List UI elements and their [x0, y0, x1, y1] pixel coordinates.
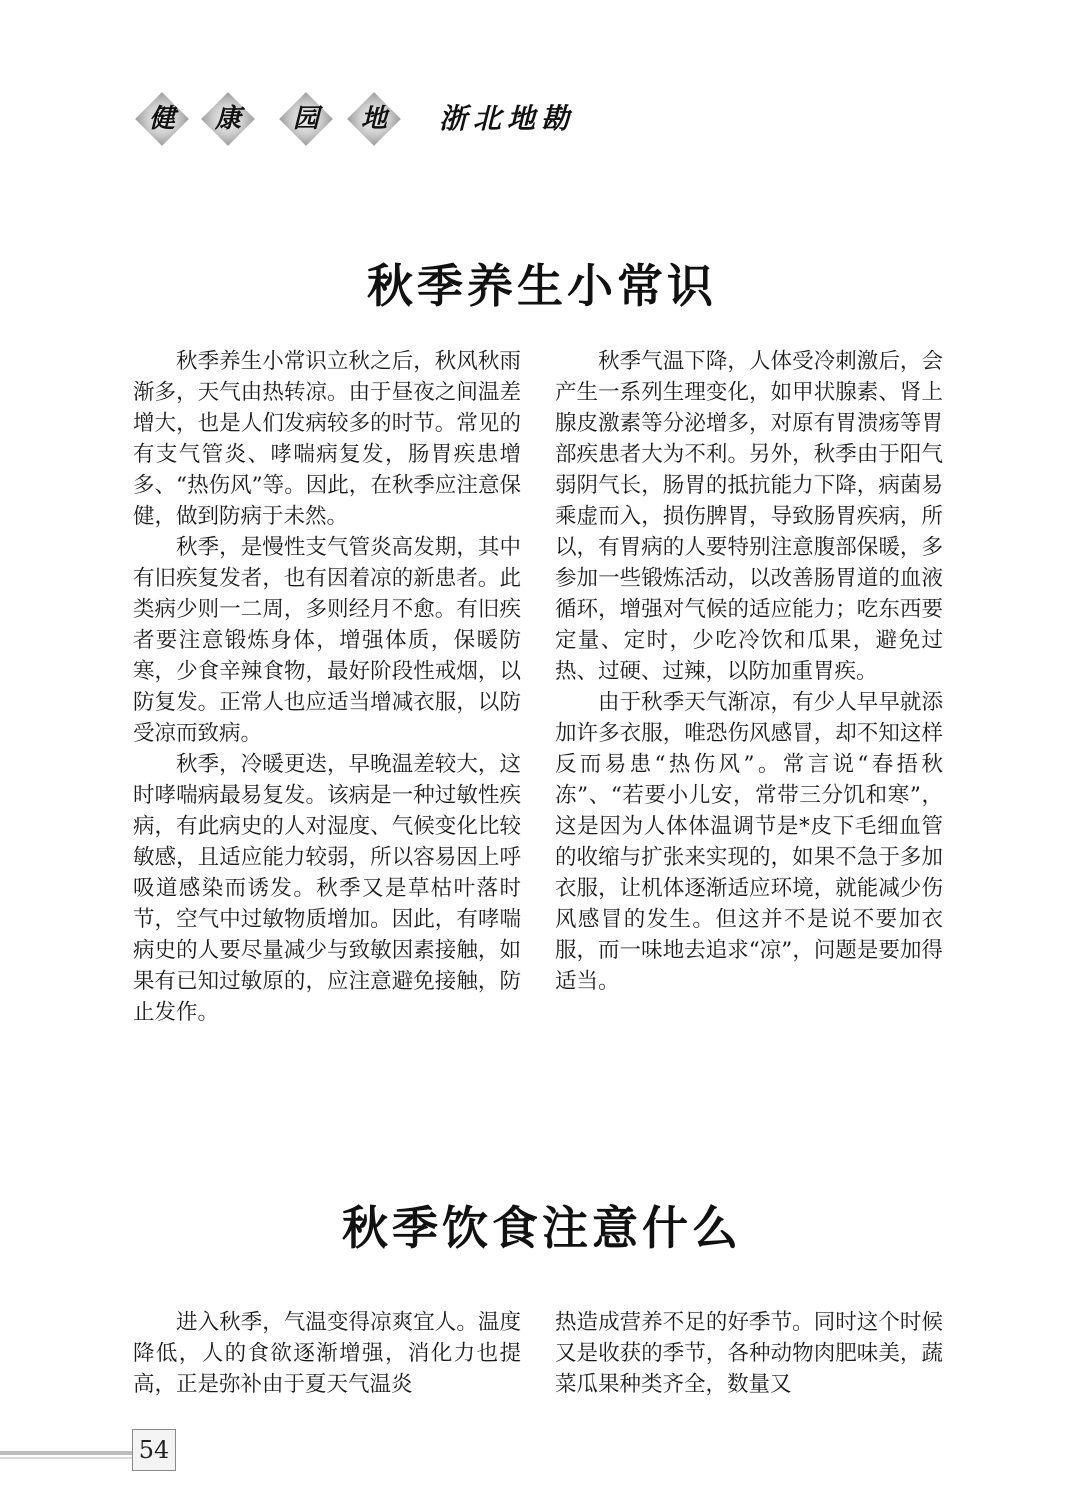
article-column-right [555, 346, 943, 997]
header-char: 园 [292, 104, 319, 134]
paragraph: 秋季气温下降，人体受冷刺激后，会产生一系列生理变化，如甲状腺素、肾上腺皮激素等分泌增多，对原有胃溃疡等胃部疾患者大为不利。另外，秋季由于阳气弱阴气长，肠胃的抵抗能力下降，病菌易乘虚而入，损伤脾胃，导致肠胃疾病，所以，有胃病的人要特别注意腹部保暖，多参加一些锻炼活动，以改善肠胃道的血液循环，增强对气候的适应能力；吃东西要定量、定时，少吃冷饮和瓜果，避免过热、过硬、过辣，以防加重胃疾。 [555, 349, 943, 684]
header-tile [201, 92, 255, 146]
article-title: 秋季养生小常识 [367, 259, 717, 313]
page-number: 54 [132, 1429, 176, 1471]
article-column-left [133, 1307, 521, 1400]
header-tile [279, 92, 333, 146]
header-tile [135, 92, 189, 146]
paragraph: 秋季，冷暖更迭，早晚温差较大，这时哮喘病最易复发。该病是一种过敏性疾病，有此病史的人对湿度、气候变化比较敏感，且适应能力较弱，所以容易因上呼吸道感染而诱发。秋季又是草枯叶落时节，空气中过敏物质增加。因此，有哮喘病史的人要尽量减少与致敏因素接触，如果有已知过敏原的，应注意避免接触，防止发作。 [133, 752, 521, 1025]
paragraph: 由于秋季天气渐凉，有少人早早就添加许多衣服，唯恐伤风感冒，却不知这样反而易患“热伤风”。常言说“春捂秋冻”、“若要小儿安，常带三分饥和寒”，这是因为人体体温调节是*皮下毛细血管的收缩与扩张来实现的，如果不急于多加衣服，让机体逐渐适应环境，就能减少伤风感冒的发生。但这并不是说不要加衣服，而一味地去追求“凉”，问题是要加得适当。 [555, 690, 943, 994]
article-column-right [555, 1307, 943, 1400]
header-char: 康 [214, 104, 241, 134]
header-char: 地 [360, 104, 387, 134]
header-char: 健 [148, 104, 175, 134]
paragraph: 热造成营养不足的好季节。同时这个时候又是收获的季节，各种动物肉肥味美，蔬菜瓜果种类齐全，数量又 [555, 1310, 943, 1397]
article-title: 秋季饮食注意什么 [342, 1201, 742, 1255]
paragraph: 秋季，是慢性支气管炎高发期，其中有旧疾复发者，也有因着凉的新患者。此类病少则一二周，多则经月不愈。有旧疾者要注意锻炼身体，增强体质，保暖防寒，少食辛辣食物，最好阶段性戒烟，以防复发。正常人也应适当增减衣服，以防受凉而致病。 [133, 535, 521, 746]
paragraph: 秋季养生小常识立秋之后，秋风秋雨渐多，天气由热转凉。由于昼夜之间温差增大，也是人们发病较多的时节。常见的有支气管炎、哮喘病复发，肠胃疾患增多、“热伤风”等。因此，在秋季应注意保健，做到防病于未然。 [133, 349, 521, 529]
article-column-left [133, 346, 521, 1028]
footer-rule [0, 1457, 134, 1459]
header-subtitle: 浙北地勘 [439, 102, 576, 135]
paragraph: 进入秋季，气温变得凉爽宜人。温度降低，人的食欲逐渐增强，消化力也提高，正是弥补由于夏天气温炎 [133, 1310, 521, 1397]
header-tile [347, 92, 401, 146]
footer-rule [0, 1451, 134, 1455]
